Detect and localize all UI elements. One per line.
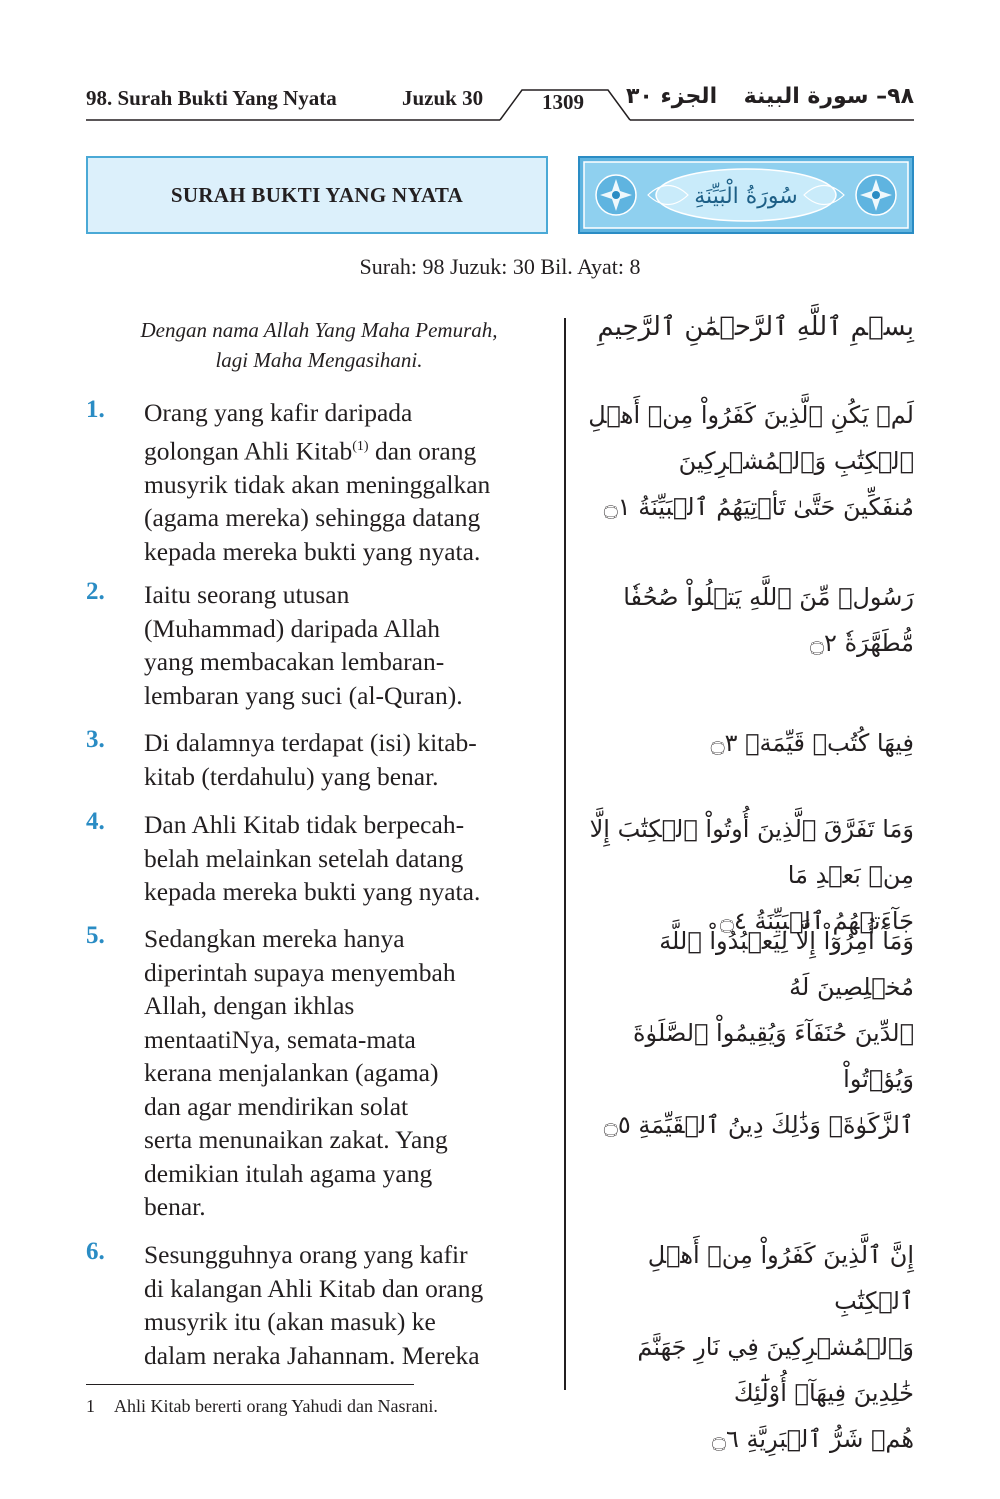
- verse-5-number: 5.: [86, 922, 105, 949]
- verse-2-text: [144, 578, 560, 712]
- arabic-line: لَمۡ يَكُنِ ٱلَّذِينَ كَفَرُواْ مِنۡ أَهۡلِ ٱلۡكِتَٰبِ وَٱلۡمُشۡرِكِينَ: [588, 401, 914, 475]
- footnote-divider: [86, 1384, 414, 1385]
- arabic-line: وَمَآ أُمِرُوٓاْ إِلَّا لِيَعۡبُدُواْ ٱللَّهَ مُخۡلِصِينَ لَهُ: [659, 927, 914, 1001]
- verse-line: Sedangkan mereka hanya: [144, 924, 405, 953]
- verse-line: kerana menjalankan (agama): [144, 1058, 439, 1087]
- right-rosette-icon: [856, 175, 896, 215]
- verse-1-number: 1.: [86, 396, 105, 423]
- verse-5-arabic: [582, 918, 914, 1148]
- verse-line: kepada mereka bukti yang nyata.: [144, 536, 481, 566]
- surah-title-box: [86, 156, 548, 234]
- verse-line: serta menunaikan zakat. Yang: [144, 1125, 448, 1154]
- basmala-line-2: lagi Maha Mengasihani.: [215, 348, 423, 372]
- arabic-line: إِنَّ ٱلَّذِينَ كَفَرُواْ مِنۡ أَهۡلِ ٱلۡكِتَٰبِ: [647, 1241, 914, 1315]
- arabic-line: ٱلدِّينَ حُنَفَآءَ وَيُقِيمُواْ ٱلصَّلَوٰةَ وَيُؤۡتُواْ: [632, 1019, 914, 1093]
- verse-1-arabic: [582, 392, 914, 530]
- verse-line: yang membacakan lembaran-: [144, 647, 445, 676]
- arabic-line: مُنفَكِّينَ حَتَّىٰ تَأۡتِيَهُمُ ٱلۡبَيِّنَةُ ۝١: [603, 493, 914, 521]
- arabic-line: رَسُولٞ مِّنَ ٱللَّهِ يَتۡلُواْ صُحُفٗا مُّطَهَّرَةٗ ۝٢: [623, 583, 914, 657]
- verse-line: (Muhammad) daripada Allah: [144, 613, 440, 643]
- verse-line: demikian itulah agama yang: [144, 1158, 433, 1188]
- basmala-line-1: Dengan nama Allah Yang Maha Pemurah,: [140, 318, 498, 342]
- verse-line: Iaitu seorang utusan: [144, 580, 350, 609]
- arabic-line: هُمۡ شَرُّ ٱلۡبَرِيَّةِ ۝٦: [711, 1425, 914, 1453]
- header-juzuk: Juzuk 30: [402, 86, 484, 110]
- verse-3-text: [144, 726, 560, 793]
- arabic-line: جَآءَتۡهُمُ ٱلۡبَيِّنَةُ ۝٤: [719, 907, 914, 935]
- verse-line: Orang yang kafir daripada: [144, 398, 413, 427]
- page-number: 1309: [542, 90, 584, 114]
- arabic-line: وَٱلۡمُشۡرِكِينَ فِي نَارِ جَهَنَّمَ خَٰلِدِينَ فِيهَآۚ أُوْلَٰٓئِكَ: [637, 1333, 914, 1407]
- verse-5-text: [144, 922, 560, 1224]
- verse-line: dan agar mendirikan solat: [144, 1091, 409, 1121]
- header-arabic-juz: الجزء ٣٠: [626, 84, 718, 109]
- verse-line: kitab (terdahulu) yang benar.: [144, 761, 439, 791]
- footnote: [86, 1396, 438, 1417]
- verse-line: Di dalamnya terdapat (isi) kitab-: [144, 728, 477, 757]
- arabic-line: ٱلزَّكَوٰةَۚ وَذَٰلِكَ دِينُ ٱلۡقَيِّمَةِ ۝٥: [603, 1111, 914, 1139]
- arabic-surah-name: سُورَةُ الْبَيِّنَةِ: [694, 184, 798, 209]
- verse-line: musyrik itu (akan masuk) ke: [144, 1307, 436, 1336]
- verse-line: di kalangan Ahli Kitab dan orang: [144, 1273, 484, 1303]
- surah-ornament-banner: [578, 156, 914, 234]
- verse-2-number: 2.: [86, 578, 105, 605]
- verse-line: belah melainkan setelah datang: [144, 843, 464, 873]
- verse-4-text: [144, 808, 560, 909]
- footnote-number: 1: [86, 1396, 95, 1416]
- verse-6-text: [144, 1238, 560, 1372]
- verse-line: (agama mereka) sehingga datang: [144, 503, 481, 532]
- page-header: [86, 84, 914, 124]
- verse-line: benar.: [144, 1192, 206, 1221]
- verse-1-text: [144, 396, 560, 568]
- surah-info: Surah: 98 Juzuk: 30 Bil. Ayat: 8: [359, 254, 641, 279]
- verse-line: kepada mereka bukti yang nyata.: [144, 877, 481, 906]
- verse-line: mentaatiNya, semata-mata: [144, 1024, 416, 1054]
- arabic-line: فِيهَا كُتُبٞ قَيِّمَةٞ ۝٣: [710, 729, 914, 757]
- verse-fragment: golongan Ahli Kitab: [144, 436, 353, 465]
- header-surah-title: 98. Surah Bukti Yang Nyata: [86, 86, 337, 110]
- verse-line: diperintah supaya menyembah: [144, 957, 456, 987]
- basmala-translation: [86, 315, 552, 375]
- arabic-line: وَمَا تَفَرَّقَ ٱلَّذِينَ أُوتُواْ ٱلۡكِتَٰبَ إِلَّا مِنۢ بَعۡدِ مَا: [589, 815, 914, 889]
- column-divider: [564, 318, 566, 1390]
- verse-line: Sesungguhnya orang yang kafir: [144, 1240, 468, 1269]
- header-arabic-surah: ٩٨– سورة البينة: [743, 84, 914, 109]
- verse-6-number: 6.: [86, 1238, 105, 1265]
- verse-fragment: dan orang: [374, 436, 477, 465]
- verse-line: [144, 430, 560, 468]
- verse-3-number: 3.: [86, 726, 105, 753]
- verse-6-arabic: [582, 1232, 914, 1462]
- basmala-arabic: بِسۡمِ ٱللَّهِ ٱلرَّحۡمَٰنِ ٱلرَّحِيمِ: [597, 312, 914, 342]
- verse-3-arabic: [582, 720, 914, 766]
- footnote-ref: (1): [352, 438, 369, 454]
- verse-line: Allah, dengan ikhlas: [144, 991, 355, 1020]
- verse-line: lembaran yang suci (al-Quran).: [144, 680, 463, 710]
- left-rosette-icon: [596, 175, 636, 215]
- surah-title: SURAH BUKTI YANG NYATA: [170, 182, 464, 207]
- footnote-text: Ahli Kitab bererti orang Yahudi dan Nasrani.: [114, 1396, 438, 1416]
- verse-line: dalam neraka Jahannam. Mereka: [144, 1340, 480, 1370]
- verse-2-arabic: [582, 574, 914, 666]
- verse-line: Dan Ahli Kitab tidak berpecah-: [144, 810, 465, 839]
- verse-line: musyrik tidak akan meninggalkan: [144, 469, 491, 499]
- verse-4-number: 4.: [86, 808, 105, 835]
